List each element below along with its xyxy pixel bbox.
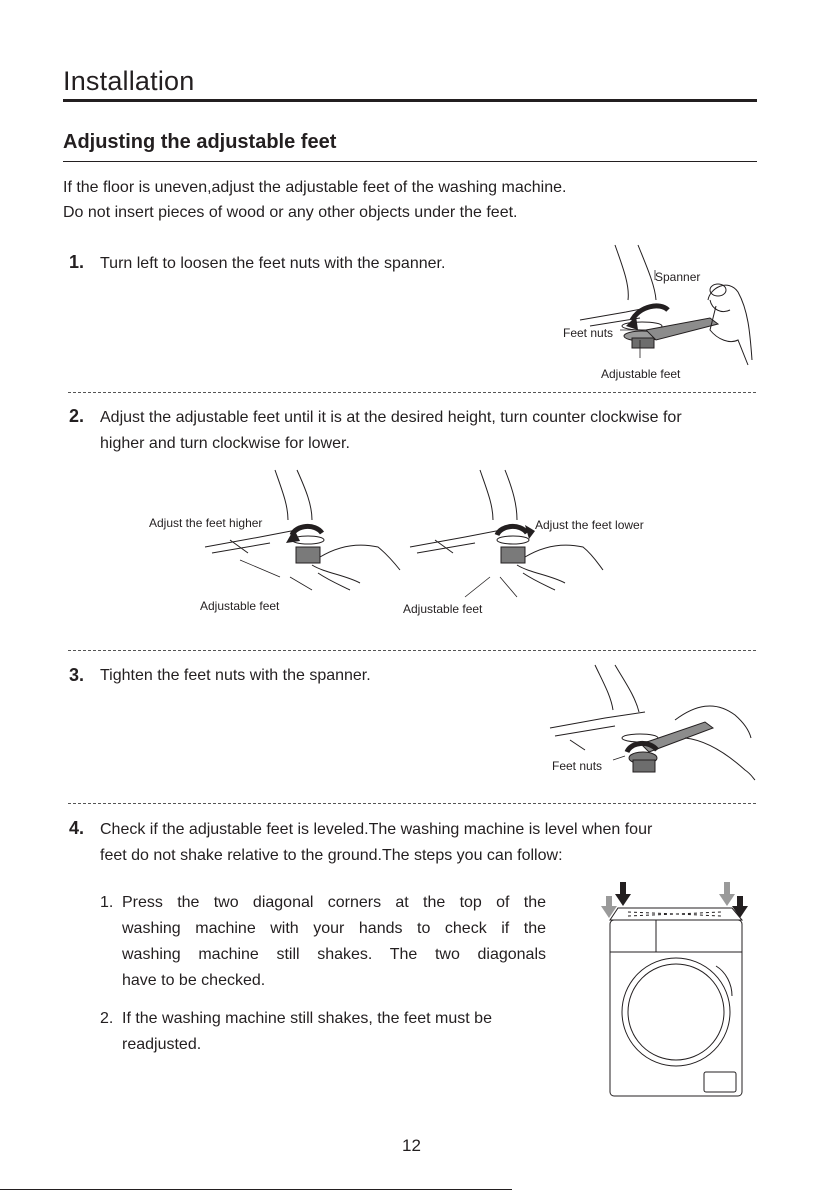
label-spanner: Spanner xyxy=(655,270,701,284)
substep-1-line-3: washing machine still shakes. The two diagonals xyxy=(122,946,546,963)
subsection-rule xyxy=(63,161,757,162)
label-adjust-lower: Adjust the feet lower xyxy=(535,518,644,532)
substep-1-line-4: have to be checked. xyxy=(122,972,266,989)
step-2-illustration-right xyxy=(405,465,605,600)
substep-2-text xyxy=(122,1006,546,1058)
label-feet-nuts-3: Feet nuts xyxy=(552,759,603,773)
step-2-number: 2. xyxy=(69,406,85,426)
washing-machine-illustration xyxy=(598,880,753,1100)
step-1-text: Turn left to loosen the feet nuts with the spanner. xyxy=(100,255,446,272)
step-1-illustration xyxy=(560,240,760,385)
section-title: Installation xyxy=(63,66,195,96)
step-2-illustration-left xyxy=(200,465,400,600)
step-4-number: 4. xyxy=(69,818,85,838)
substep-1-line-1: Press the two diagonal corners at the top of the xyxy=(122,894,546,911)
page-number: 12 xyxy=(402,1136,421,1155)
substep-1-line-2: washing machine with your hands to check if the xyxy=(122,920,546,937)
label-adjustable-feet-2b: Adjustable feet xyxy=(403,602,483,616)
step-2-text-line-1: Adjust the adjustable feet until it is at the desired height, turn counter clockwise for xyxy=(100,409,682,426)
label-adjust-higher: Adjust the feet higher xyxy=(149,516,263,530)
step-3-text: Tighten the feet nuts with the spanner. xyxy=(100,667,371,684)
substep-1-text xyxy=(122,890,546,994)
intro-line-1: If the floor is uneven,adjust the adjustable feet of the washing machine. xyxy=(63,179,567,196)
step-4-text-line-2: feet do not shake relative to the ground.The steps you can follow: xyxy=(100,847,563,864)
substep-2-number: 2. xyxy=(100,1010,114,1027)
divider-1 xyxy=(68,392,756,393)
step-2-text-line-2: higher and turn clockwise for lower. xyxy=(100,435,350,452)
label-feet-nuts-1: Feet nuts xyxy=(563,326,614,340)
label-adjustable-feet-1: Adjustable feet xyxy=(601,367,681,381)
subsection-title: Adjusting the adjustable feet xyxy=(63,131,337,153)
substep-1-number: 1. xyxy=(100,894,114,911)
step-4-text-line-1: Check if the adjustable feet is leveled.The washing machine is level when four xyxy=(100,821,653,838)
step-1-number: 1. xyxy=(69,252,85,272)
substep-2-line-2: readjusted. xyxy=(122,1036,202,1053)
substep-2-line-1: If the washing machine still shakes, the feet must be xyxy=(122,1010,492,1027)
bottom-rule xyxy=(0,1189,512,1190)
divider-2 xyxy=(68,650,756,651)
label-adjustable-feet-2a: Adjustable feet xyxy=(200,599,280,613)
step-3-number: 3. xyxy=(69,665,85,685)
divider-3 xyxy=(68,803,756,804)
title-rule xyxy=(63,99,757,102)
intro-line-2: Do not insert pieces of wood or any other objects under the feet. xyxy=(63,204,518,221)
